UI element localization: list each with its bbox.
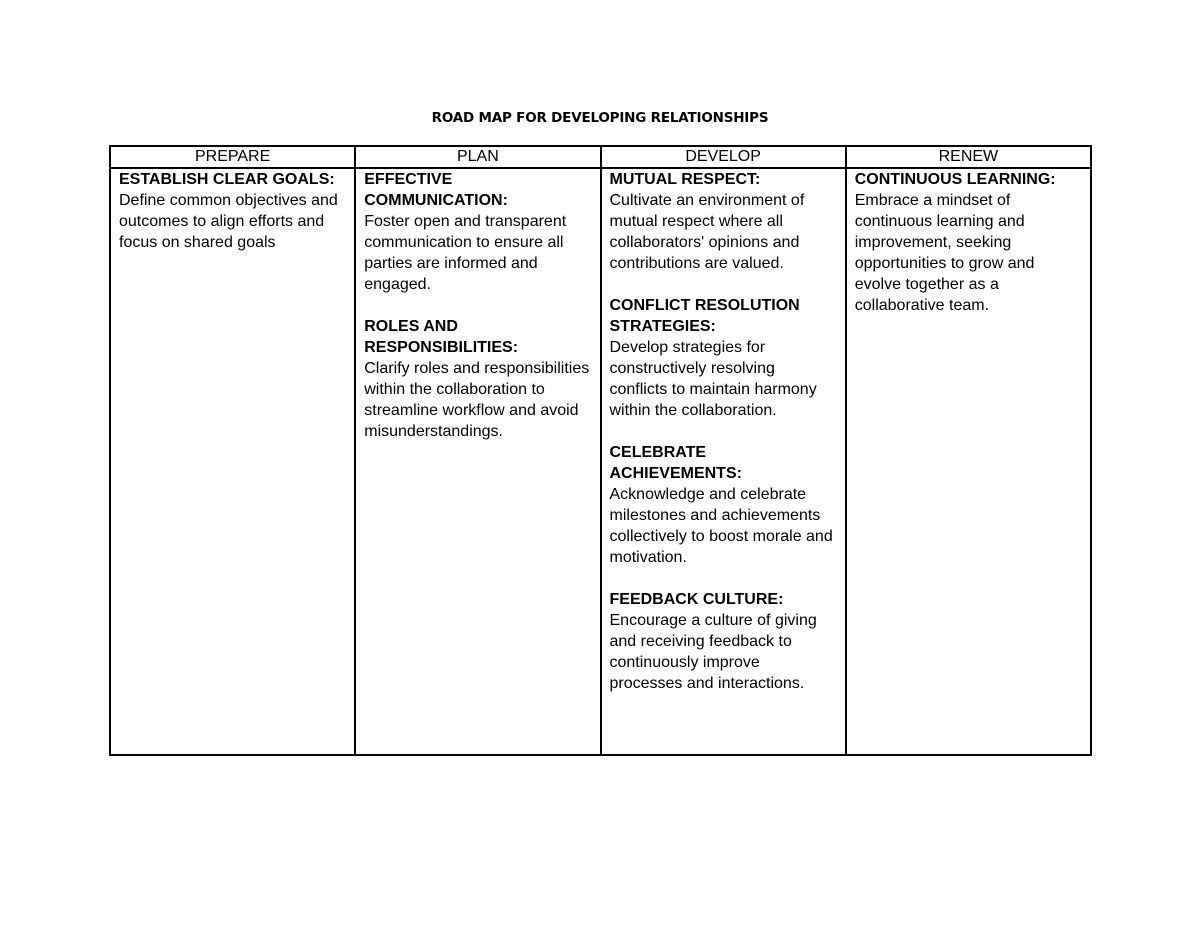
- entry-establish-clear-goals: [119, 169, 346, 253]
- content-row: [110, 168, 1091, 755]
- entry-feedback-culture: [610, 589, 837, 694]
- roadmap-table: [109, 145, 1092, 756]
- entry-text: Foster open and transparent communication to ensure all parties are informed and engaged.: [364, 213, 567, 293]
- entry-text: Develop strategies for constructively resolving conflicts to maintain harmony within the collaboration.: [609, 339, 817, 419]
- entry-heading: EFFECTIVE COMMUNICATION:: [364, 171, 508, 209]
- entry-heading: FEEDBACK CULTURE:: [609, 591, 784, 608]
- entry-text: Define common objectives and outcomes to align efforts and focus on shared goals: [119, 192, 338, 251]
- column-header-renew: RENEW: [846, 146, 1091, 168]
- column-header-develop: DEVELOP: [601, 146, 846, 168]
- entry-roles-and-responsibilities: [364, 316, 591, 442]
- column-header-plan: PLAN: [355, 146, 600, 168]
- entry-text: Clarify roles and responsibilities within the collaboration to streamline workflow and avoid misunderstandings.: [364, 360, 590, 440]
- entry-heading: CONTINUOUS LEARNING:: [854, 171, 1056, 188]
- entry-text: Cultivate an environment of mutual respect where all collaborators' opinions and contributions are valued.: [609, 192, 805, 272]
- entry-heading: ROLES AND RESPONSIBILITIES:: [364, 318, 519, 356]
- entry-text: Embrace a mindset of continuous learning and improvement, seeking opportunities to grow and evolve together as a collaborative team.: [854, 192, 1035, 314]
- develop-cell: [601, 168, 846, 755]
- entry-heading: CELEBRATE ACHIEVEMENTS:: [609, 444, 742, 482]
- entry-mutual-respect: [610, 169, 837, 274]
- column-header-prepare: PREPARE: [110, 146, 355, 168]
- plan-cell: [355, 168, 600, 755]
- entry-continuous-learning: [855, 169, 1082, 316]
- page-title: ROAD MAP FOR DEVELOPING RELATIONSHIPS: [431, 110, 769, 126]
- entry-heading: ESTABLISH CLEAR GOALS:: [119, 171, 335, 188]
- entry-text: Encourage a culture of giving and receiving feedback to continuously improve processes and interactions.: [609, 612, 817, 692]
- header-row: [110, 146, 1091, 168]
- renew-cell: [846, 168, 1091, 755]
- entry-heading: CONFLICT RESOLUTION STRATEGIES:: [609, 297, 800, 335]
- prepare-cell: [110, 168, 355, 755]
- entry-text: Acknowledge and celebrate milestones and achievements collectively to boost morale and motivation.: [609, 486, 833, 566]
- entry-conflict-resolution: [610, 295, 837, 421]
- entry-heading: MUTUAL RESPECT:: [609, 171, 761, 188]
- entry-effective-communication: [364, 169, 591, 295]
- entry-celebrate-achievements: [610, 442, 837, 568]
